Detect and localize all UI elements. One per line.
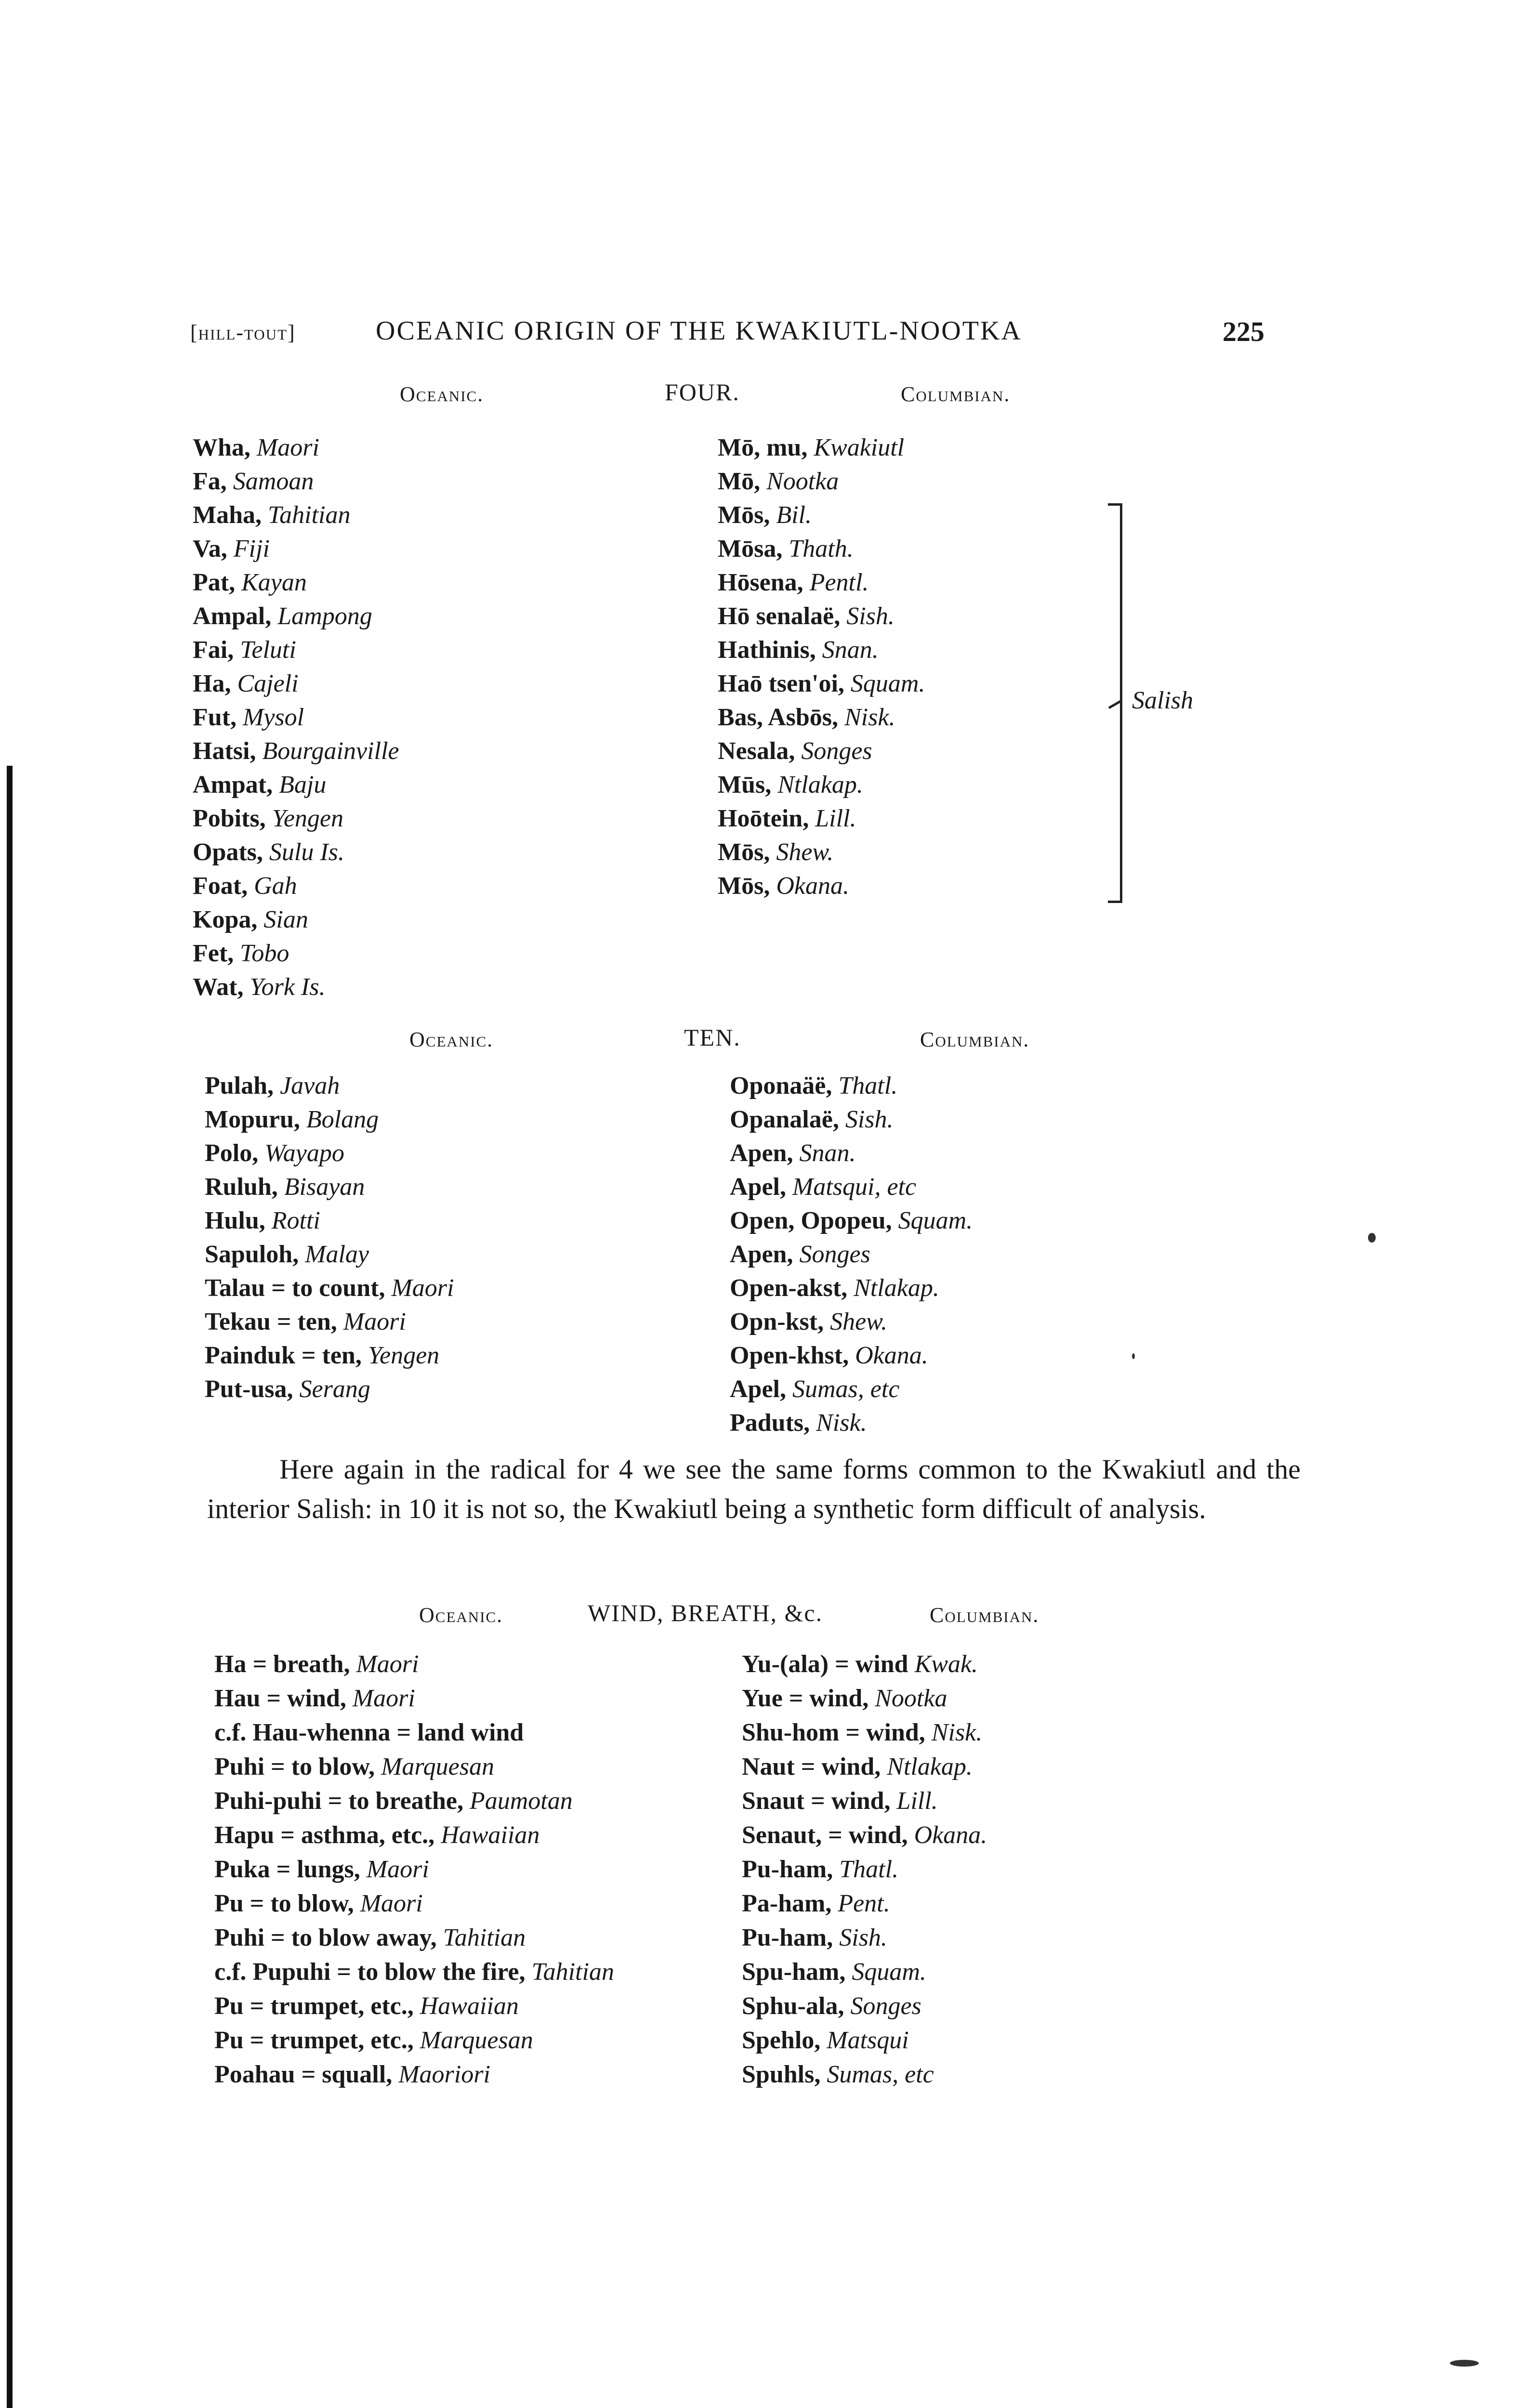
entry-source: Tahitian bbox=[531, 1958, 614, 1986]
word-entry bbox=[214, 1852, 614, 1886]
word-entry bbox=[193, 532, 399, 566]
entry-source: York Is. bbox=[250, 973, 326, 1001]
word-entry bbox=[718, 802, 925, 836]
word-entry bbox=[742, 1886, 987, 1921]
word-entry bbox=[193, 768, 399, 802]
entry-source: Snan. bbox=[799, 1139, 856, 1167]
word-entry bbox=[214, 1818, 614, 1852]
entry-source: Squam. bbox=[898, 1207, 973, 1234]
entry-word: c.f. Hau-whenna = land wind bbox=[214, 1719, 524, 1746]
entry-word: Apel, bbox=[730, 1173, 786, 1201]
word-entry bbox=[205, 1305, 454, 1339]
entry-source: Maori bbox=[256, 434, 319, 461]
word-entry bbox=[205, 1137, 454, 1170]
entry-word: Fet, bbox=[193, 940, 234, 967]
word-entry bbox=[718, 869, 925, 903]
word-entry bbox=[205, 1373, 454, 1406]
entry-word: Put-usa, bbox=[205, 1375, 293, 1403]
word-entry bbox=[205, 1103, 454, 1137]
entry-word: Polo, bbox=[205, 1139, 259, 1167]
entry-word: Hau = wind, bbox=[214, 1685, 346, 1712]
word-entry bbox=[193, 836, 399, 869]
entry-source: Matsqui bbox=[827, 2027, 909, 2054]
entry-word: Mopuru, bbox=[205, 1106, 300, 1133]
word-entry bbox=[193, 600, 399, 633]
heading-oceanic: Oceanic. bbox=[400, 382, 484, 406]
entry-word: Spehlo, bbox=[742, 2027, 821, 2054]
entry-word: Fai, bbox=[193, 636, 234, 664]
four-oceanic-list bbox=[193, 431, 399, 1004]
word-entry bbox=[742, 1989, 987, 2023]
entry-source: Kayan bbox=[241, 569, 307, 596]
entry-source: Nootka bbox=[766, 468, 839, 495]
entry-source: Marquesan bbox=[381, 1753, 495, 1780]
entry-source: Squam. bbox=[852, 1958, 926, 1986]
entry-source: Fiji bbox=[233, 535, 270, 563]
word-entry bbox=[718, 532, 925, 566]
entry-word: Opanalaë, bbox=[730, 1106, 839, 1133]
entry-source: Maori bbox=[391, 1274, 454, 1302]
entry-source: Thath. bbox=[789, 535, 854, 563]
word-entry bbox=[742, 1818, 987, 1852]
word-entry bbox=[718, 498, 925, 532]
entry-word: Puhi = to blow away, bbox=[214, 1924, 437, 1951]
entry-source: Serang bbox=[299, 1375, 370, 1403]
entry-source: Nootka bbox=[875, 1685, 947, 1712]
word-entry bbox=[718, 667, 925, 701]
word-entry bbox=[214, 1955, 614, 1989]
body-paragraph: Here again in the radical for 4 we see the same forms common to the Kwakiutl and the interior Salish: in 10 it is not so, the Kwakiutl being a synthetic form difficult of analysis. bbox=[207, 1453, 1301, 1524]
entry-word: Spuhls, bbox=[742, 2061, 821, 2088]
entry-source: Baju bbox=[279, 771, 327, 798]
salish-label: Salish bbox=[1132, 687, 1194, 714]
entry-word: Open-khst, bbox=[730, 1342, 849, 1369]
entry-source: Sumas, etc bbox=[827, 2061, 934, 2088]
entry-word: Haō tsen'oi, bbox=[718, 670, 844, 697]
entry-word: Puka = lungs, bbox=[214, 1856, 360, 1883]
entry-word: Pa-ham, bbox=[742, 1890, 832, 1917]
word-entry bbox=[730, 1271, 973, 1305]
word-entry bbox=[193, 431, 399, 465]
entry-source: Sish. bbox=[839, 1924, 887, 1951]
entry-source: Samoan bbox=[233, 468, 314, 495]
wind-oceanic-list bbox=[214, 1647, 614, 2092]
word-entry bbox=[718, 566, 925, 600]
entry-source: Thatl. bbox=[838, 1072, 898, 1099]
entry-source: Cajeli bbox=[237, 670, 299, 697]
entry-word: Open-akst, bbox=[730, 1274, 848, 1302]
word-entry bbox=[742, 1921, 987, 1955]
entry-source: Sumas, etc bbox=[792, 1375, 900, 1403]
word-entry bbox=[214, 1989, 614, 2023]
scan-speck bbox=[1450, 2360, 1479, 2367]
word-entry bbox=[718, 701, 925, 734]
entry-source: Yengen bbox=[368, 1342, 440, 1369]
entry-word: Fa, bbox=[193, 468, 227, 495]
entry-word: Pu = trumpet, etc., bbox=[214, 2027, 414, 2054]
entry-source: Gah bbox=[254, 872, 297, 900]
entry-source: Kwakiutl bbox=[814, 434, 905, 461]
word-entry bbox=[718, 633, 925, 667]
word-entry bbox=[193, 802, 399, 836]
entry-word: Fut, bbox=[193, 704, 237, 731]
entry-word: Snaut = wind, bbox=[742, 1787, 891, 1815]
entry-word: Puhi-puhi = to breathe, bbox=[214, 1787, 463, 1815]
entry-word: Hapu = asthma, etc., bbox=[214, 1821, 435, 1849]
heading-oceanic: Oceanic. bbox=[409, 1028, 494, 1051]
entry-source: Kwak. bbox=[914, 1650, 978, 1678]
word-entry bbox=[214, 2057, 614, 2092]
word-entry bbox=[214, 1715, 614, 1750]
entry-source: Okana. bbox=[914, 1821, 987, 1849]
ten-columbian-list bbox=[730, 1069, 973, 1440]
entry-source: Maori bbox=[356, 1650, 419, 1678]
salish-brace bbox=[1120, 503, 1122, 903]
entry-source: Songes bbox=[799, 1241, 870, 1268]
entry-source: Maori bbox=[366, 1856, 429, 1883]
entry-word: Open, Opopeu, bbox=[730, 1207, 892, 1234]
entry-source: Songes bbox=[850, 1992, 921, 2020]
entry-word: Maha, bbox=[193, 501, 262, 529]
word-entry bbox=[730, 1170, 973, 1204]
entry-word: Painduk = ten, bbox=[205, 1342, 362, 1369]
entry-source: Javah bbox=[280, 1072, 340, 1099]
entry-source: Maori bbox=[343, 1308, 406, 1335]
section-heading-ten bbox=[409, 1023, 1084, 1057]
entry-word: Hathinis, bbox=[718, 636, 816, 664]
entry-source: Wayapo bbox=[264, 1139, 344, 1167]
entry-source: Bolang bbox=[306, 1106, 379, 1133]
scan-speck bbox=[1368, 1233, 1376, 1243]
entry-word: Yue = wind, bbox=[742, 1685, 869, 1712]
entry-source: Pent. bbox=[838, 1890, 890, 1917]
entry-source: Nisk. bbox=[931, 1719, 983, 1746]
word-entry bbox=[214, 1886, 614, 1921]
entry-source: Nisk. bbox=[816, 1409, 867, 1437]
entry-source: Matsqui, etc bbox=[792, 1173, 917, 1201]
word-entry bbox=[730, 1137, 973, 1170]
entry-source: Malay bbox=[305, 1241, 369, 1268]
entry-word: Nesala, bbox=[718, 737, 795, 765]
running-header bbox=[190, 315, 1264, 354]
entry-source: Tahitian bbox=[443, 1924, 526, 1951]
entry-word: Apel, bbox=[730, 1375, 786, 1403]
heading-title: WIND, BREATH, &c. bbox=[588, 1599, 823, 1626]
entry-word: Ampat, bbox=[193, 771, 273, 798]
word-entry bbox=[730, 1103, 973, 1137]
entry-word: Poahau = squall, bbox=[214, 2061, 393, 2088]
entry-source: Bisayan bbox=[284, 1173, 365, 1201]
entry-source: Hawaiian bbox=[441, 1821, 540, 1849]
entry-word: Sapuloh, bbox=[205, 1241, 299, 1268]
word-entry bbox=[214, 1921, 614, 1955]
word-entry bbox=[742, 2023, 987, 2057]
word-entry bbox=[730, 1305, 973, 1339]
entry-source: Thatl. bbox=[839, 1856, 899, 1883]
entry-source: Songes bbox=[801, 737, 872, 765]
header-author: [hill-tout] bbox=[190, 321, 296, 344]
word-entry bbox=[193, 701, 399, 734]
ten-oceanic-list bbox=[205, 1069, 454, 1406]
entry-word: Pu-ham, bbox=[742, 1924, 833, 1951]
word-entry bbox=[742, 1681, 987, 1715]
word-entry bbox=[718, 431, 925, 465]
entry-word: Tekau = ten, bbox=[205, 1308, 337, 1335]
entry-word: Hulu, bbox=[205, 1207, 265, 1234]
entry-word: Opn-kst, bbox=[730, 1308, 824, 1335]
entry-source: Maoriori bbox=[398, 2061, 490, 2088]
entry-source: Maori bbox=[352, 1685, 415, 1712]
word-entry bbox=[214, 1784, 614, 1818]
entry-word: Pu-ham, bbox=[742, 1856, 833, 1883]
entry-source: Ntlakap. bbox=[777, 771, 863, 798]
entry-source: Lill. bbox=[896, 1787, 938, 1815]
entry-source: Ntlakap. bbox=[854, 1274, 939, 1302]
entry-source: Sian bbox=[263, 906, 308, 933]
entry-source: Shew. bbox=[776, 838, 834, 866]
word-entry bbox=[193, 498, 399, 532]
word-entry bbox=[718, 465, 925, 498]
entry-word: Mōs, bbox=[718, 838, 770, 866]
word-entry bbox=[742, 1852, 987, 1886]
entry-word: Senaut, = wind, bbox=[742, 1821, 908, 1849]
heading-oceanic: Oceanic. bbox=[419, 1603, 503, 1627]
entry-source: Lampong bbox=[277, 602, 372, 630]
word-entry bbox=[193, 970, 399, 1004]
heading-title: TEN. bbox=[684, 1024, 741, 1051]
entry-source: Squam. bbox=[850, 670, 925, 697]
entry-source: Snan. bbox=[822, 636, 879, 664]
entry-word: Talau = to count, bbox=[205, 1274, 385, 1302]
entry-word: Hatsi, bbox=[193, 737, 256, 765]
word-entry bbox=[193, 633, 399, 667]
entry-word: Mō, bbox=[718, 468, 761, 495]
salish-brace-bottom bbox=[1108, 901, 1122, 903]
entry-word: Sphu-ala, bbox=[742, 1992, 844, 2020]
entry-word: Hōsena, bbox=[718, 569, 803, 596]
entry-source: Okana. bbox=[776, 872, 849, 900]
entry-word: Apen, bbox=[730, 1139, 793, 1167]
entry-source: Paumotan bbox=[469, 1787, 573, 1815]
word-entry bbox=[730, 1339, 973, 1373]
word-entry bbox=[205, 1204, 454, 1238]
word-entry bbox=[205, 1170, 454, 1204]
heading-title: FOUR. bbox=[665, 379, 740, 406]
word-entry bbox=[193, 465, 399, 498]
word-entry bbox=[718, 600, 925, 633]
four-columbian-list bbox=[718, 431, 925, 903]
word-entry bbox=[742, 1715, 987, 1750]
entry-word: Foat, bbox=[193, 872, 248, 900]
entry-word: Wha, bbox=[193, 434, 250, 461]
word-entry bbox=[214, 1750, 614, 1784]
entry-word: Pu = trumpet, etc., bbox=[214, 1992, 414, 2020]
word-entry bbox=[742, 1784, 987, 1818]
entry-source: Rotti bbox=[271, 1207, 320, 1234]
entry-source: Bil. bbox=[776, 501, 812, 529]
word-entry bbox=[214, 2023, 614, 2057]
word-entry bbox=[730, 1238, 973, 1271]
entry-word: Ruluh, bbox=[205, 1173, 278, 1201]
entry-source: Sulu Is. bbox=[269, 838, 344, 866]
entry-source: Maori bbox=[360, 1890, 423, 1917]
word-entry bbox=[205, 1238, 454, 1271]
entry-word: Mōs, bbox=[718, 501, 770, 529]
word-entry bbox=[193, 566, 399, 600]
entry-word: Hō senalaë, bbox=[718, 602, 841, 630]
entry-word: Oponaäë, bbox=[730, 1072, 832, 1099]
heading-columbian: Columbian. bbox=[901, 382, 1011, 406]
word-entry bbox=[730, 1069, 973, 1103]
header-title: OCEANIC ORIGIN OF THE KWAKIUTL-NOOTKA bbox=[376, 316, 1022, 346]
entry-source: Pentl. bbox=[809, 569, 869, 596]
entry-word: Puhi = to blow, bbox=[214, 1753, 375, 1780]
word-entry bbox=[718, 768, 925, 802]
entry-source: Yengen bbox=[272, 805, 343, 832]
word-entry bbox=[742, 1955, 987, 1989]
entry-source: Sish. bbox=[845, 1106, 894, 1133]
entry-word: Ha, bbox=[193, 670, 231, 697]
entry-source: Sish. bbox=[846, 602, 894, 630]
entry-word: Pat, bbox=[193, 569, 236, 596]
word-entry bbox=[205, 1069, 454, 1103]
entry-word: Mō, mu, bbox=[718, 434, 808, 461]
entry-source: Marquesan bbox=[420, 2027, 533, 2054]
word-entry bbox=[205, 1339, 454, 1373]
entry-source: Nisk. bbox=[844, 704, 895, 731]
entry-word: c.f. Pupuhi = to blow the fire, bbox=[214, 1958, 526, 1986]
entry-source: Mysol bbox=[243, 704, 304, 731]
wind-columbian-list bbox=[742, 1647, 987, 2092]
word-entry bbox=[193, 937, 399, 970]
entry-word: Pulah, bbox=[205, 1072, 274, 1099]
entry-source: Shew. bbox=[830, 1308, 887, 1335]
scan-margin-bar bbox=[7, 766, 13, 2408]
word-entry bbox=[718, 734, 925, 768]
word-entry bbox=[718, 836, 925, 869]
entry-word: Bas, Asbōs, bbox=[718, 704, 838, 731]
word-entry bbox=[193, 734, 399, 768]
entry-word: Naut = wind, bbox=[742, 1753, 881, 1780]
entry-word: Hoōtein, bbox=[718, 805, 809, 832]
heading-columbian: Columbian. bbox=[920, 1028, 1030, 1051]
entry-word: Wat, bbox=[193, 973, 244, 1001]
entry-word: Spu-ham, bbox=[742, 1958, 846, 1986]
word-entry bbox=[742, 1647, 987, 1681]
word-entry bbox=[205, 1271, 454, 1305]
entry-word: Apen, bbox=[730, 1241, 793, 1268]
entry-word: Paduts, bbox=[730, 1409, 810, 1437]
entry-source: Teluti bbox=[240, 636, 296, 664]
entry-word: Va, bbox=[193, 535, 227, 563]
word-entry bbox=[730, 1204, 973, 1238]
entry-source: Ntlakap. bbox=[887, 1753, 973, 1780]
entry-word: Mōs, bbox=[718, 872, 770, 900]
heading-columbian: Columbian. bbox=[930, 1603, 1039, 1627]
entry-source: Bourgainville bbox=[262, 737, 399, 765]
entry-word: Kopa, bbox=[193, 906, 258, 933]
word-entry bbox=[214, 1681, 614, 1715]
word-entry bbox=[193, 869, 399, 903]
entry-source: Lill. bbox=[815, 805, 856, 832]
entry-word: Mūs, bbox=[718, 771, 772, 798]
entry-source: Hawaiian bbox=[420, 1992, 519, 2020]
entry-word: Pobits, bbox=[193, 805, 266, 832]
entry-word: Pu = to blow, bbox=[214, 1890, 354, 1917]
entry-word: Ha = breath, bbox=[214, 1650, 350, 1678]
salish-brace-top bbox=[1108, 503, 1122, 506]
entry-source: Okana. bbox=[855, 1342, 928, 1369]
entry-word: Ampal, bbox=[193, 602, 272, 630]
word-entry bbox=[214, 1647, 614, 1681]
entry-source: Tobo bbox=[240, 940, 289, 967]
word-entry bbox=[193, 667, 399, 701]
scan-speck bbox=[1132, 1353, 1135, 1359]
entry-word: Yu-(ala) = wind bbox=[742, 1650, 908, 1678]
entry-word: Mōsa, bbox=[718, 535, 783, 563]
word-entry bbox=[193, 903, 399, 937]
entry-word: Opats, bbox=[193, 838, 263, 866]
section-heading-four bbox=[400, 378, 1074, 412]
word-entry bbox=[742, 2057, 987, 2092]
word-entry bbox=[730, 1373, 973, 1406]
word-entry bbox=[742, 1750, 987, 1784]
entry-word: Shu-hom = wind, bbox=[742, 1719, 925, 1746]
page-number: 225 bbox=[1223, 316, 1264, 347]
section-heading-wind bbox=[419, 1599, 1093, 1633]
word-entry bbox=[730, 1406, 973, 1440]
entry-source: Tahitian bbox=[268, 501, 351, 529]
